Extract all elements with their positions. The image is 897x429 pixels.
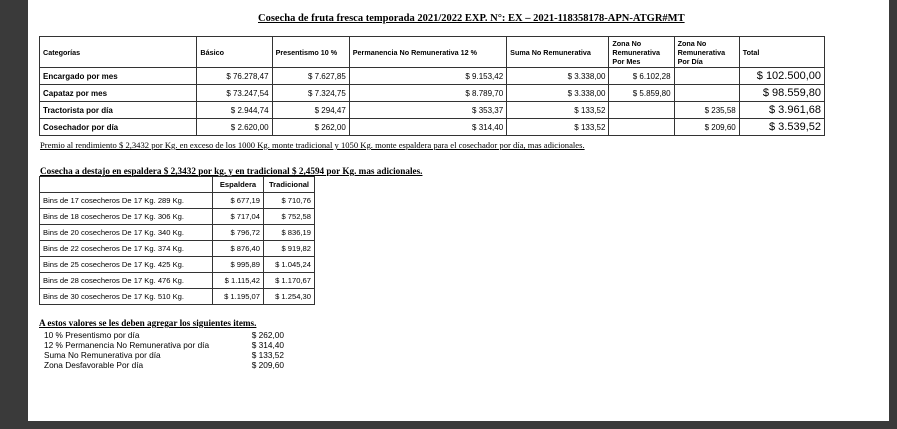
cell-zona-dia (674, 85, 739, 102)
additions-title: A estos valores se les deben agregar los siguientes items. (39, 318, 257, 328)
cell-zona-dia: $ 209,60 (674, 119, 739, 136)
additions-list (44, 330, 284, 370)
addition-value: $ 314,40 (251, 340, 284, 350)
table-row (40, 209, 315, 225)
destajo-title: Cosecha a destajo en espaldera $ 2,3432 por kg. y en tradicional $ 2,4594 por Kg. mas adicionales. (40, 166, 423, 176)
table-row (40, 85, 825, 102)
table-row (40, 68, 825, 85)
header-categorias: Categorías (40, 37, 197, 68)
cell-tradicional: $ 919,82 (264, 241, 315, 257)
addition-value: $ 262,00 (251, 330, 284, 340)
cell-tradicional: $ 1.045,24 (264, 257, 315, 273)
destajo-table (39, 176, 315, 305)
addition-value: $ 133,52 (251, 350, 284, 360)
cell-total: $ 98.559,80 (739, 85, 824, 102)
row-label: Bins de 22 cosecheros De 17 Kg. 374 Kg. (40, 241, 213, 257)
cell-tradicional: $ 836,19 (264, 225, 315, 241)
cell-total: $ 102.500,00 (739, 68, 824, 85)
cell-zona-mes: $ 5.859,80 (609, 85, 674, 102)
table-row (40, 273, 315, 289)
row-category: Encargado por mes (40, 68, 197, 85)
header-total: Total (739, 37, 824, 68)
cell-permanencia: $ 8.789,70 (349, 85, 506, 102)
cell-permanencia: $ 9.153,42 (349, 68, 506, 85)
table-row (40, 257, 315, 273)
cell-presentismo: $ 7.324,75 (272, 85, 349, 102)
row-label: Bins de 17 cosecheros De 17 Kg. 289 Kg. (40, 193, 213, 209)
cell-zona-mes: $ 6.102,28 (609, 68, 674, 85)
list-item (44, 330, 284, 340)
cell-zona-dia: $ 235,58 (674, 102, 739, 119)
table-row (40, 225, 315, 241)
addition-label: Zona Desfavorable Por día (44, 360, 144, 370)
row-label: Bins de 25 cosecheros De 17 Kg. 425 Kg. (40, 257, 213, 273)
cell-basico: $ 2.620,00 (197, 119, 272, 136)
row-label: Bins de 28 cosecheros De 17 Kg. 476 Kg. (40, 273, 213, 289)
addition-label: Suma No Remunerativa por día (44, 350, 161, 360)
cell-permanencia: $ 314,40 (349, 119, 506, 136)
table-header-row (40, 37, 825, 68)
wages-table (39, 36, 825, 136)
table-row (40, 119, 825, 136)
cell-basico: $ 73.247,54 (197, 85, 272, 102)
cell-permanencia: $ 353,37 (349, 102, 506, 119)
cell-tradicional: $ 752,58 (264, 209, 315, 225)
cell-zona-mes (609, 119, 674, 136)
header-basico: Básico (197, 37, 272, 68)
list-item (44, 360, 284, 370)
header-zona-dia: Zona No Remunerativa Por Día (674, 37, 739, 68)
cell-basico: $ 76.278,47 (197, 68, 272, 85)
cell-total: $ 3.539,52 (739, 119, 824, 136)
header-suma-no-rem: Suma No Remunerativa (507, 37, 609, 68)
page-title: Cosecha de fruta fresca temporada 2021/2022 EXP. N°: EX – 2021-118358178-APN-ATGR#MT (258, 13, 685, 24)
document-page (28, 0, 889, 421)
table-header-row (40, 177, 315, 193)
header-espaldera: Espaldera (213, 177, 264, 193)
cell-tradicional: $ 1.254,30 (264, 289, 315, 305)
row-label: Bins de 18 cosecheros De 17 Kg. 306 Kg. (40, 209, 213, 225)
cell-espaldera: $ 677,19 (213, 193, 264, 209)
table-row (40, 193, 315, 209)
cell-total: $ 3.961,68 (739, 102, 824, 119)
row-category: Cosechador por día (40, 119, 197, 136)
cell-suma-no-rem: $ 133,52 (507, 102, 609, 119)
cell-espaldera: $ 1.115,42 (213, 273, 264, 289)
header-blank (40, 177, 213, 193)
cell-suma-no-rem: $ 3.338,00 (507, 85, 609, 102)
table-row (40, 289, 315, 305)
table-row (40, 241, 315, 257)
row-category: Capataz por mes (40, 85, 197, 102)
cell-basico: $ 2.944,74 (197, 102, 272, 119)
cell-tradicional: $ 1.170,67 (264, 273, 315, 289)
row-category: Tractorista por día (40, 102, 197, 119)
list-item (44, 340, 284, 350)
premio-note: Premio al rendimiento $ 2,3432 por Kg. en exceso de los 1000 Kg. monte tradicional y 1050 Kg. monte espaldera para el cosechador por día, mas adicionales. (40, 140, 585, 150)
cell-espaldera: $ 717,04 (213, 209, 264, 225)
header-tradicional: Tradicional (264, 177, 315, 193)
cell-presentismo: $ 262,00 (272, 119, 349, 136)
list-item (44, 350, 284, 360)
row-label: Bins de 30 cosecheros De 17 Kg. 510 Kg. (40, 289, 213, 305)
cell-suma-no-rem: $ 3.338,00 (507, 68, 609, 85)
cell-suma-no-rem: $ 133,52 (507, 119, 609, 136)
header-permanencia: Permanencia No Remunerativa 12 % (349, 37, 506, 68)
header-presentismo: Presentismo 10 % (272, 37, 349, 68)
cell-espaldera: $ 876,40 (213, 241, 264, 257)
cell-espaldera: $ 995,89 (213, 257, 264, 273)
cell-espaldera: $ 796,72 (213, 225, 264, 241)
row-label: Bins de 20 cosecheros De 17 Kg. 340 Kg. (40, 225, 213, 241)
cell-espaldera: $ 1.195,07 (213, 289, 264, 305)
cell-zona-mes (609, 102, 674, 119)
header-zona-mes: Zona No Remunerativa Por Mes (609, 37, 674, 68)
cell-zona-dia (674, 68, 739, 85)
addition-value: $ 209,60 (251, 360, 284, 370)
cell-tradicional: $ 710,76 (264, 193, 315, 209)
cell-presentismo: $ 7.627,85 (272, 68, 349, 85)
addition-label: 10 % Presentismo por día (44, 330, 140, 340)
table-row (40, 102, 825, 119)
cell-presentismo: $ 294,47 (272, 102, 349, 119)
addition-label: 12 % Permanencia No Remunerativa por día (44, 340, 210, 350)
